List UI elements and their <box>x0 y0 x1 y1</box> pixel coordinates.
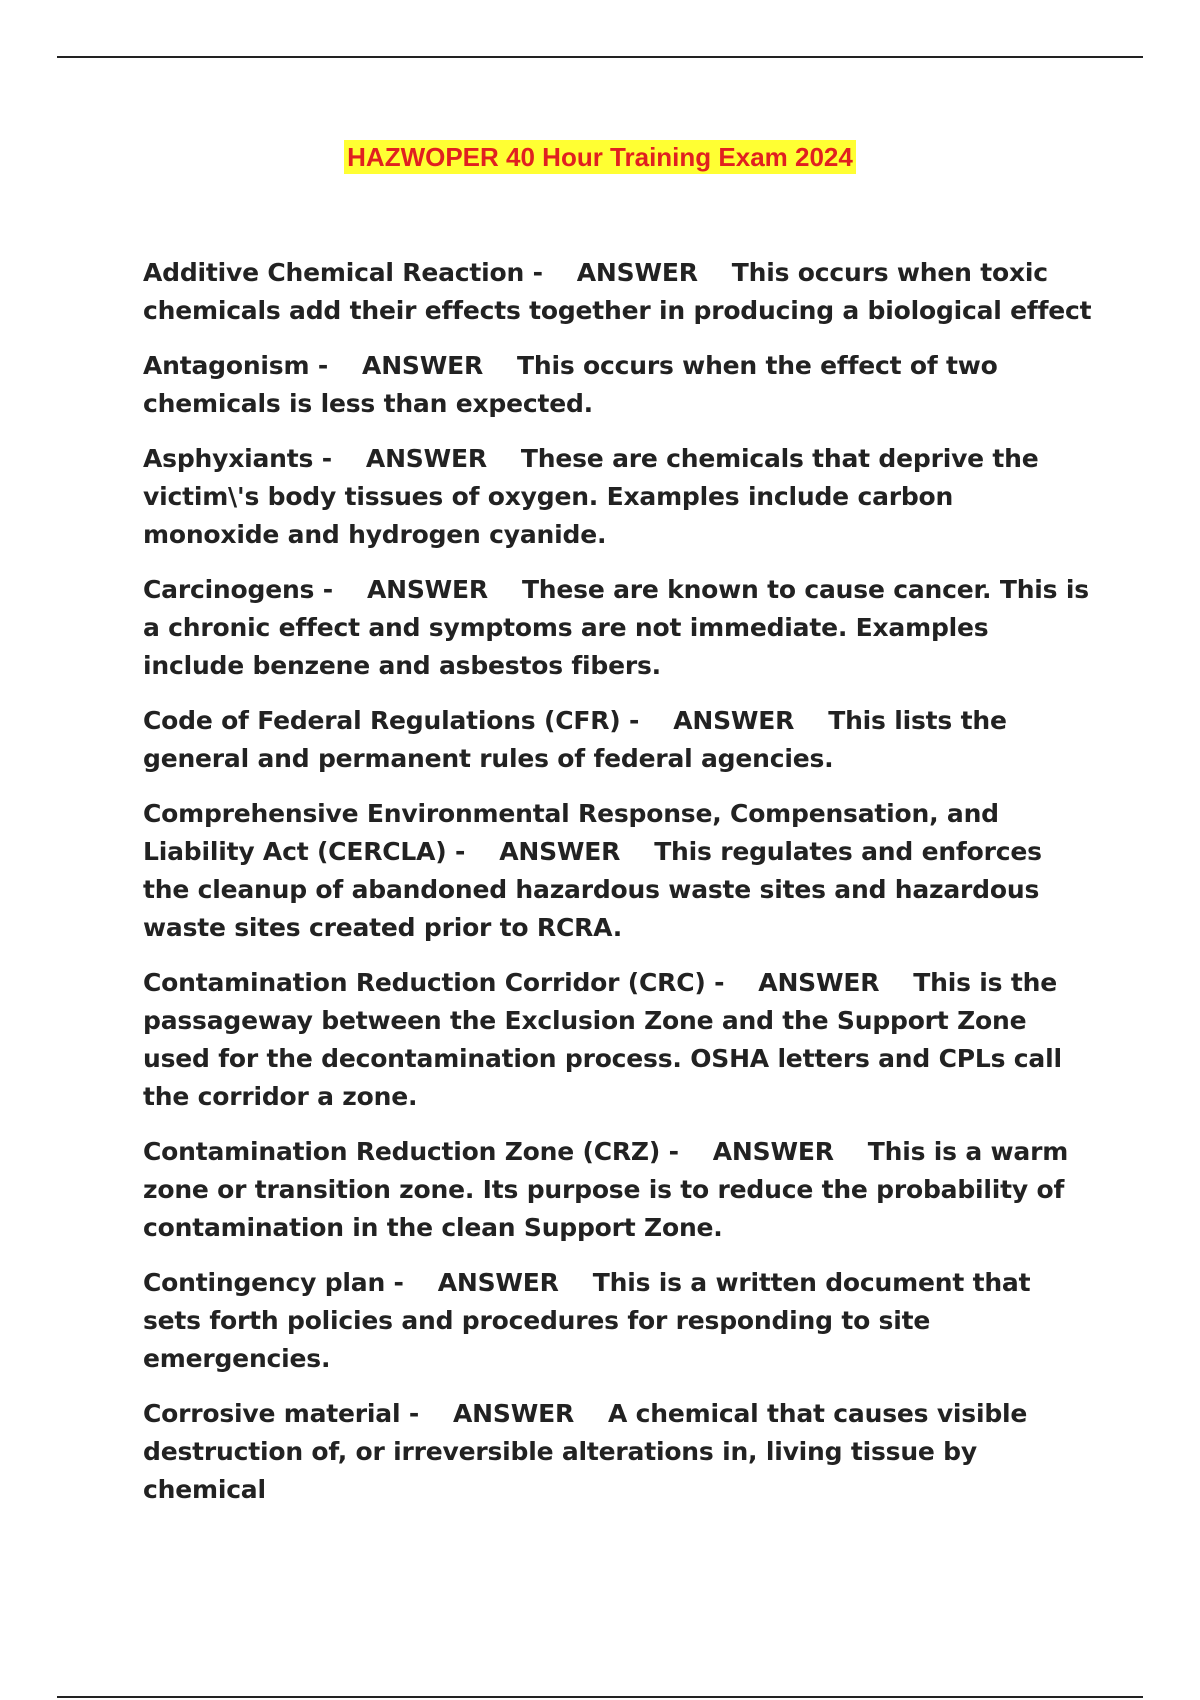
glossary-entry: Carcinogens - ANSWER These are known to cause cancer. This is a chronic effect and symptoms are not immediate. Examples include benzene and asbestos fibers. <box>143 575 1089 680</box>
glossary-entry: Code of Federal Regulations (CFR) - ANSWER This lists the general and permanent rules of federal agencies. <box>143 706 1007 773</box>
entry-term: Comprehensive Environmental Response, Compensation, and Liability Act (CERCLA) <box>143 799 999 866</box>
page-title: HAZWOPER 40 Hour Training Exam 2024 <box>344 140 856 174</box>
entry-term: Contingency plan <box>143 1268 386 1297</box>
entry-answer: This occurs when the effect of two chemicals is less than expected. <box>143 351 998 418</box>
glossary-entry: Antagonism - ANSWER This occurs when the effect of two chemicals is less than expected. <box>143 351 998 418</box>
entry-answer: These are known to cause cancer. This is a chronic effect and symptoms are not immediate. Examples include benzene and asbestos fibers. <box>143 575 1089 680</box>
entry-answer: These are chemicals that deprive the victim\'s body tissues of oxygen. Examples include carbon monoxide and hydrogen cyanide. <box>143 444 1039 549</box>
bottom-divider <box>57 1696 1143 1698</box>
entry-term: Contamination Reduction Zone (CRZ) <box>143 1137 661 1166</box>
entry-term: Additive Chemical Reaction <box>143 258 525 287</box>
entry-term: Carcinogens <box>143 575 315 604</box>
entry-answer: This occurs when toxic chemicals add their effects together in producing a biological effect <box>143 258 1092 325</box>
glossary-entry: Comprehensive Environmental Response, Compensation, and Liability Act (CERCLA) - ANSWER This regulates and enforces the cleanup of abandoned hazardous waste sites and hazardous waste sites created prior to RCRA. <box>143 799 1042 942</box>
answer-label: ANSWER <box>499 837 621 866</box>
entry-term: Corrosive material <box>143 1399 401 1428</box>
answer-label: ANSWER <box>576 258 698 287</box>
entry-answer: A chemical that causes visible destruction of, or irreversible alterations in, living tissue by chemical <box>143 1399 1028 1504</box>
glossary-entry: Asphyxiants - ANSWER These are chemicals that deprive the victim\'s body tissues of oxygen. Examples include carbon monoxide and hydrogen cyanide. <box>143 444 1039 549</box>
entry-term: Asphyxiants <box>143 444 314 473</box>
entry-answer: This is the passageway between the Exclusion Zone and the Support Zone used for the decontamination process. OSHA letters and CPLs call the corridor a zone. <box>143 968 1062 1111</box>
title-container <box>0 140 1200 174</box>
entry-term: Antagonism <box>143 351 310 380</box>
answer-label: ANSWER <box>712 1137 834 1166</box>
glossary-entry: Contingency plan - ANSWER This is a written document that sets forth policies and procedures for responding to site emergencies. <box>143 1268 1031 1373</box>
glossary-entry: Contamination Reduction Corridor (CRC) - ANSWER This is the passageway between the Exclusion Zone and the Support Zone used for the decontamination process. OSHA letters and CPLs call the corridor a zone. <box>143 968 1062 1111</box>
entry-answer: This is a warm zone or transition zone. Its purpose is to reduce the probability of contamination in the clean Support Zone. <box>143 1137 1069 1242</box>
glossary-list <box>143 254 1093 1526</box>
top-divider <box>57 56 1143 58</box>
answer-label: ANSWER <box>453 1399 575 1428</box>
answer-label: ANSWER <box>758 968 880 997</box>
entry-answer: This is a written document that sets forth policies and procedures for responding to site emergencies. <box>143 1268 1031 1373</box>
glossary-entry: Corrosive material - ANSWER A chemical that causes visible destruction of, or irreversible alterations in, living tissue by chemical <box>143 1399 1028 1504</box>
answer-label: ANSWER <box>362 351 484 380</box>
answer-label: ANSWER <box>366 575 488 604</box>
glossary-entry: Additive Chemical Reaction - ANSWER This occurs when toxic chemicals add their effects together in producing a biological effect <box>143 258 1092 325</box>
answer-label: ANSWER <box>437 1268 559 1297</box>
entry-term: Contamination Reduction Corridor (CRC) <box>143 968 706 997</box>
entry-answer: This lists the general and permanent rules of federal agencies. <box>143 706 1007 773</box>
entry-answer: This regulates and enforces the cleanup of abandoned hazardous waste sites and hazardous waste sites created prior to RCRA. <box>143 837 1042 942</box>
glossary-entry: Contamination Reduction Zone (CRZ) - ANSWER This is a warm zone or transition zone. Its purpose is to reduce the probability of contamination in the clean Support Zone. <box>143 1137 1069 1242</box>
entry-term: Code of Federal Regulations (CFR) <box>143 706 621 735</box>
answer-label: ANSWER <box>673 706 795 735</box>
answer-label: ANSWER <box>365 444 487 473</box>
